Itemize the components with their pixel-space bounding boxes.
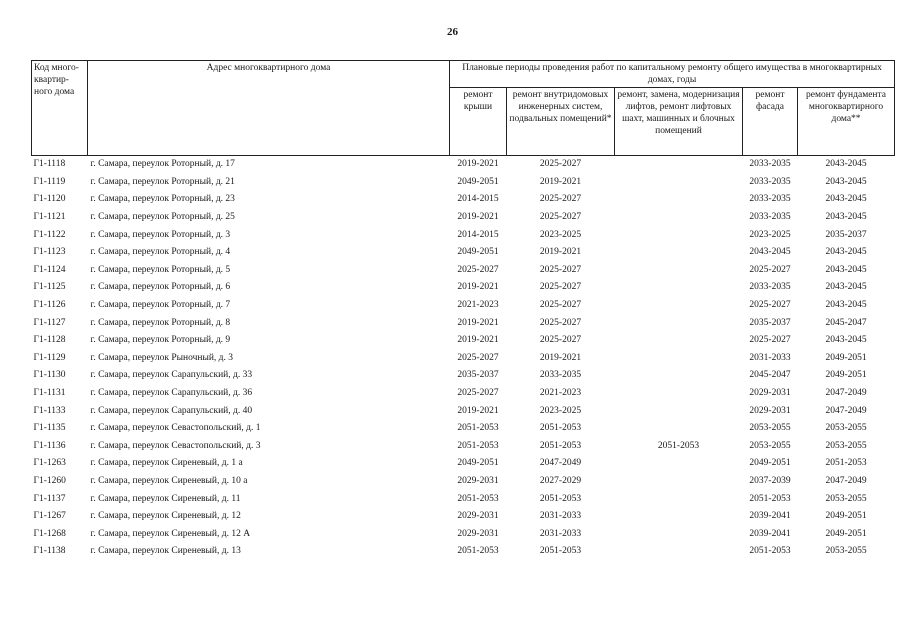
cell-internal: 2031-2033 — [539, 511, 582, 522]
table-row — [32, 420, 895, 438]
cell-roof: 2014-2015 — [457, 194, 499, 205]
cell-internal: 2051-2053 — [539, 440, 582, 451]
table-row — [32, 385, 895, 403]
cell-roof: 2049-2051 — [457, 176, 499, 187]
table-row — [32, 438, 895, 456]
cell-elevators — [615, 455, 743, 473]
cell-internal: 2051-2053 — [539, 546, 582, 557]
cell-facade: 2033-2035 — [749, 282, 791, 293]
cell-code: Г1-1128 — [33, 335, 66, 346]
cell-code: Г1-1119 — [33, 176, 66, 187]
cell-internal: 2033-2035 — [539, 370, 582, 381]
cell-foundation: 2045-2047 — [825, 317, 867, 328]
cell-internal: 2025-2027 — [539, 159, 582, 170]
cell-foundation: 2043-2045 — [825, 247, 867, 258]
cell-foundation: 2043-2045 — [825, 282, 867, 293]
cell-elevators — [615, 420, 743, 438]
cell-address: г. Самара, переулок Сиреневый, д. 13 — [90, 546, 241, 557]
cell-address: г. Самара, переулок Севастопольский, д. 1 — [90, 423, 261, 434]
cell-address: г. Самара, переулок Сарапульский, д. 36 — [90, 388, 253, 399]
cell-elevators — [615, 226, 743, 244]
table-row — [32, 508, 895, 526]
cell-code: Г1-1129 — [33, 352, 66, 363]
cell-foundation: 2049-2051 — [825, 352, 867, 363]
table-row — [32, 525, 895, 543]
cell-facade: 2033-2035 — [749, 212, 791, 223]
cell-roof: 2051-2053 — [457, 440, 499, 451]
cell-internal: 2021-2023 — [539, 388, 582, 399]
header-foundation: ремонт фундамента многоквартирного дома** — [798, 88, 895, 156]
cell-code: Г1-1127 — [33, 317, 66, 328]
cell-facade: 2051-2053 — [749, 493, 791, 504]
table-row — [32, 490, 895, 508]
table-row — [32, 332, 895, 350]
cell-code: Г1-1137 — [33, 493, 66, 504]
cell-roof: 2021-2023 — [457, 300, 499, 311]
cell-internal: 2025-2027 — [539, 212, 582, 223]
cell-foundation: 2049-2051 — [825, 370, 867, 381]
cell-code: Г1-1263 — [33, 458, 66, 469]
cell-address: г. Самара, переулок Севастопольский, д. 3 — [90, 440, 261, 451]
cell-code: Г1-1125 — [33, 282, 66, 293]
cell-foundation: 2043-2045 — [825, 264, 867, 275]
cell-roof: 2049-2051 — [457, 458, 499, 469]
cell-code: Г1-1130 — [33, 370, 66, 381]
table-row — [32, 191, 895, 209]
cell-elevators — [615, 244, 743, 262]
cell-foundation: 2053-2055 — [825, 493, 867, 504]
cell-internal: 2023-2025 — [539, 229, 582, 240]
cell-internal: 2025-2027 — [539, 194, 582, 205]
cell-internal: 2019-2021 — [539, 247, 582, 258]
cell-address: г. Самара, переулок Рыночный, д. 3 — [90, 352, 234, 363]
cell-facade: 2029-2031 — [749, 405, 791, 416]
cell-facade: 2043-2045 — [749, 247, 791, 258]
table-row — [32, 279, 895, 297]
cell-foundation: 2043-2045 — [825, 159, 867, 170]
page-number: 26 — [447, 26, 458, 38]
cell-roof: 2051-2053 — [457, 423, 499, 434]
cell-internal: 2047-2049 — [539, 458, 582, 469]
header-roof: ремонт крыши — [450, 88, 507, 156]
cell-foundation: 2053-2055 — [825, 546, 867, 557]
cell-elevators — [615, 156, 743, 174]
cell-roof: 2019-2021 — [457, 335, 499, 346]
cell-internal: 2051-2053 — [539, 493, 582, 504]
cell-roof: 2025-2027 — [457, 388, 499, 399]
cell-foundation: 2043-2045 — [825, 212, 867, 223]
cell-code: Г1-1131 — [33, 388, 66, 399]
table-row — [32, 367, 895, 385]
cell-code: Г1-1126 — [33, 300, 66, 311]
cell-code: Г1-1120 — [33, 194, 66, 205]
cell-foundation: 2043-2045 — [825, 176, 867, 187]
table-row — [32, 350, 895, 368]
table-body — [32, 156, 895, 561]
cell-facade: 2053-2055 — [749, 423, 791, 434]
cell-address: г. Самара, переулок Роторный, д. 9 — [90, 335, 231, 346]
cell-elevators — [615, 209, 743, 227]
cell-address: г. Самара, переулок Роторный, д. 21 — [90, 176, 235, 187]
cell-address: г. Самара, переулок Роторный, д. 25 — [90, 212, 235, 223]
cell-facade: 2023-2025 — [749, 229, 791, 240]
cell-roof: 2014-2015 — [457, 229, 499, 240]
cell-elevators — [615, 174, 743, 192]
cell-internal: 2025-2027 — [539, 300, 582, 311]
cell-elevators — [615, 314, 743, 332]
cell-address: г. Самара, переулок Роторный, д. 5 — [90, 264, 231, 275]
header-elevators: ремонт, замена, модернизация лифтов, ремонт лифтовых шахт, машинных и блочных помещений — [615, 88, 743, 156]
cell-code: Г1-1118 — [33, 159, 66, 170]
cell-roof: 2025-2027 — [457, 352, 499, 363]
cell-facade: 2025-2027 — [749, 335, 791, 346]
table-row — [32, 209, 895, 227]
cell-foundation: 2043-2045 — [825, 300, 867, 311]
cell-elevators — [615, 385, 743, 403]
cell-elevators — [615, 350, 743, 368]
cell-roof: 2019-2021 — [457, 405, 499, 416]
cell-elevators — [615, 473, 743, 491]
cell-internal: 2019-2021 — [539, 176, 582, 187]
cell-code: Г1-1121 — [33, 212, 66, 223]
cell-internal: 2019-2021 — [539, 352, 582, 363]
cell-address: г. Самара, переулок Роторный, д. 8 — [90, 317, 231, 328]
cell-elevators — [615, 508, 743, 526]
cell-address: г. Самара, переулок Сиреневый, д. 12 А — [90, 528, 251, 539]
table-row — [32, 455, 895, 473]
cell-internal: 2051-2053 — [539, 423, 582, 434]
header-address: Адрес многоквартирного дома — [88, 61, 450, 156]
cell-facade: 2039-2041 — [749, 528, 791, 539]
cell-roof: 2051-2053 — [457, 546, 499, 557]
cell-code: Г1-1123 — [33, 247, 66, 258]
cell-roof: 2035-2037 — [457, 370, 499, 381]
cell-roof: 2029-2031 — [457, 511, 499, 522]
cell-roof: 2019-2021 — [457, 159, 499, 170]
cell-code: Г1-1122 — [33, 229, 66, 240]
cell-roof: 2019-2021 — [457, 317, 499, 328]
cell-address: г. Самара, переулок Роторный, д. 7 — [90, 300, 231, 311]
header-code: Код много-квартир-ного дома — [32, 61, 88, 156]
table-row — [32, 244, 895, 262]
cell-internal: 2023-2025 — [539, 405, 582, 416]
cell-foundation: 2051-2053 — [825, 458, 867, 469]
cell-elevators — [615, 490, 743, 508]
cell-internal: 2025-2027 — [539, 282, 582, 293]
cell-facade: 2053-2055 — [749, 440, 791, 451]
cell-address: г. Самара, переулок Роторный, д. 23 — [90, 194, 235, 205]
cell-facade: 2051-2053 — [749, 546, 791, 557]
cell-address: г. Самара, переулок Роторный, д. 3 — [90, 229, 231, 240]
cell-foundation: 2049-2051 — [825, 528, 867, 539]
cell-elevators — [615, 543, 743, 561]
cell-address: г. Самара, переулок Роторный, д. 17 — [90, 159, 235, 170]
cell-code: Г1-1267 — [33, 511, 66, 522]
cell-elevators — [615, 525, 743, 543]
cell-facade: 2031-2033 — [749, 352, 791, 363]
cell-internal: 2031-2033 — [539, 528, 582, 539]
cell-elevators — [615, 191, 743, 209]
cell-internal: 2027-2029 — [539, 475, 582, 486]
cell-address: г. Самара, переулок Сарапульский, д. 33 — [90, 370, 253, 381]
cell-elevators — [615, 402, 743, 420]
cell-code: Г1-1138 — [33, 546, 66, 557]
cell-roof: 2019-2021 — [457, 212, 499, 223]
cell-foundation: 2053-2055 — [825, 423, 867, 434]
cell-code: Г1-1135 — [33, 423, 66, 434]
cell-address: г. Самара, переулок Сиреневый, д. 12 — [90, 511, 241, 522]
cell-facade: 2025-2027 — [749, 300, 791, 311]
cell-internal: 2025-2027 — [539, 335, 582, 346]
cell-address: г. Самара, переулок Роторный, д. 4 — [90, 247, 231, 258]
table-row — [32, 543, 895, 561]
cell-facade: 2045-2047 — [749, 370, 791, 381]
cell-internal: 2025-2027 — [539, 317, 582, 328]
cell-roof: 2049-2051 — [457, 247, 499, 258]
cell-facade: 2049-2051 — [749, 458, 791, 469]
cell-code: Г1-1136 — [33, 440, 66, 451]
cell-roof: 2029-2031 — [457, 528, 499, 539]
cell-elevators — [615, 279, 743, 297]
cell-facade: 2033-2035 — [749, 176, 791, 187]
cell-address: г. Самара, переулок Сарапульский, д. 40 — [90, 405, 253, 416]
table-row — [32, 314, 895, 332]
cell-foundation: 2035-2037 — [825, 229, 867, 240]
cell-foundation: 2053-2055 — [825, 440, 867, 451]
cell-foundation: 2047-2049 — [825, 388, 867, 399]
cell-roof: 2025-2027 — [457, 264, 499, 275]
cell-code: Г1-1124 — [33, 264, 66, 275]
cell-address: г. Самара, переулок Сиреневый, д. 11 — [90, 493, 241, 504]
cell-roof: 2029-2031 — [457, 475, 499, 486]
table-row — [32, 226, 895, 244]
cell-code: Г1-1260 — [33, 475, 66, 486]
cell-roof: 2019-2021 — [457, 282, 499, 293]
cell-foundation: 2047-2049 — [825, 475, 867, 486]
header-periods: Плановые периоды проведения работ по капитальному ремонту общего имущества в многоквартирных домах, годы — [450, 61, 895, 88]
header-facade: ремонт фасада — [743, 88, 798, 156]
table-row — [32, 174, 895, 192]
cell-foundation: 2047-2049 — [825, 405, 867, 416]
cell-facade: 2025-2027 — [749, 264, 791, 275]
cell-code: Г1-1268 — [33, 528, 66, 539]
table-row — [32, 262, 895, 280]
cell-elevators — [615, 297, 743, 315]
cell-facade: 2033-2035 — [749, 194, 791, 205]
table-row — [32, 156, 895, 174]
cell-facade: 2035-2037 — [749, 317, 791, 328]
table-row — [32, 402, 895, 420]
cell-facade: 2029-2031 — [749, 388, 791, 399]
cell-address: г. Самара, переулок Сиреневый, д. 1 а — [90, 458, 243, 469]
cell-facade: 2039-2041 — [749, 511, 791, 522]
cell-elevators — [615, 332, 743, 350]
cell-roof: 2051-2053 — [457, 493, 499, 504]
cell-internal: 2025-2027 — [539, 264, 582, 275]
cell-facade: 2033-2035 — [749, 159, 791, 170]
cell-foundation: 2043-2045 — [825, 194, 867, 205]
capital-repair-table — [31, 60, 895, 561]
cell-address: г. Самара, переулок Роторный, д. 6 — [90, 282, 231, 293]
cell-foundation: 2049-2051 — [825, 511, 867, 522]
cell-address: г. Самара, переулок Сиреневый, д. 10 а — [90, 475, 248, 486]
cell-elevators: 2051-2053 — [657, 440, 700, 451]
cell-code: Г1-1133 — [33, 405, 66, 416]
cell-elevators — [615, 367, 743, 385]
header-internal: ремонт внутридомовых инженерных систем, подвальных помещений* — [507, 88, 615, 156]
table-row — [32, 297, 895, 315]
cell-facade: 2037-2039 — [749, 475, 791, 486]
cell-elevators — [615, 262, 743, 280]
cell-foundation: 2043-2045 — [825, 335, 867, 346]
table-row — [32, 473, 895, 491]
